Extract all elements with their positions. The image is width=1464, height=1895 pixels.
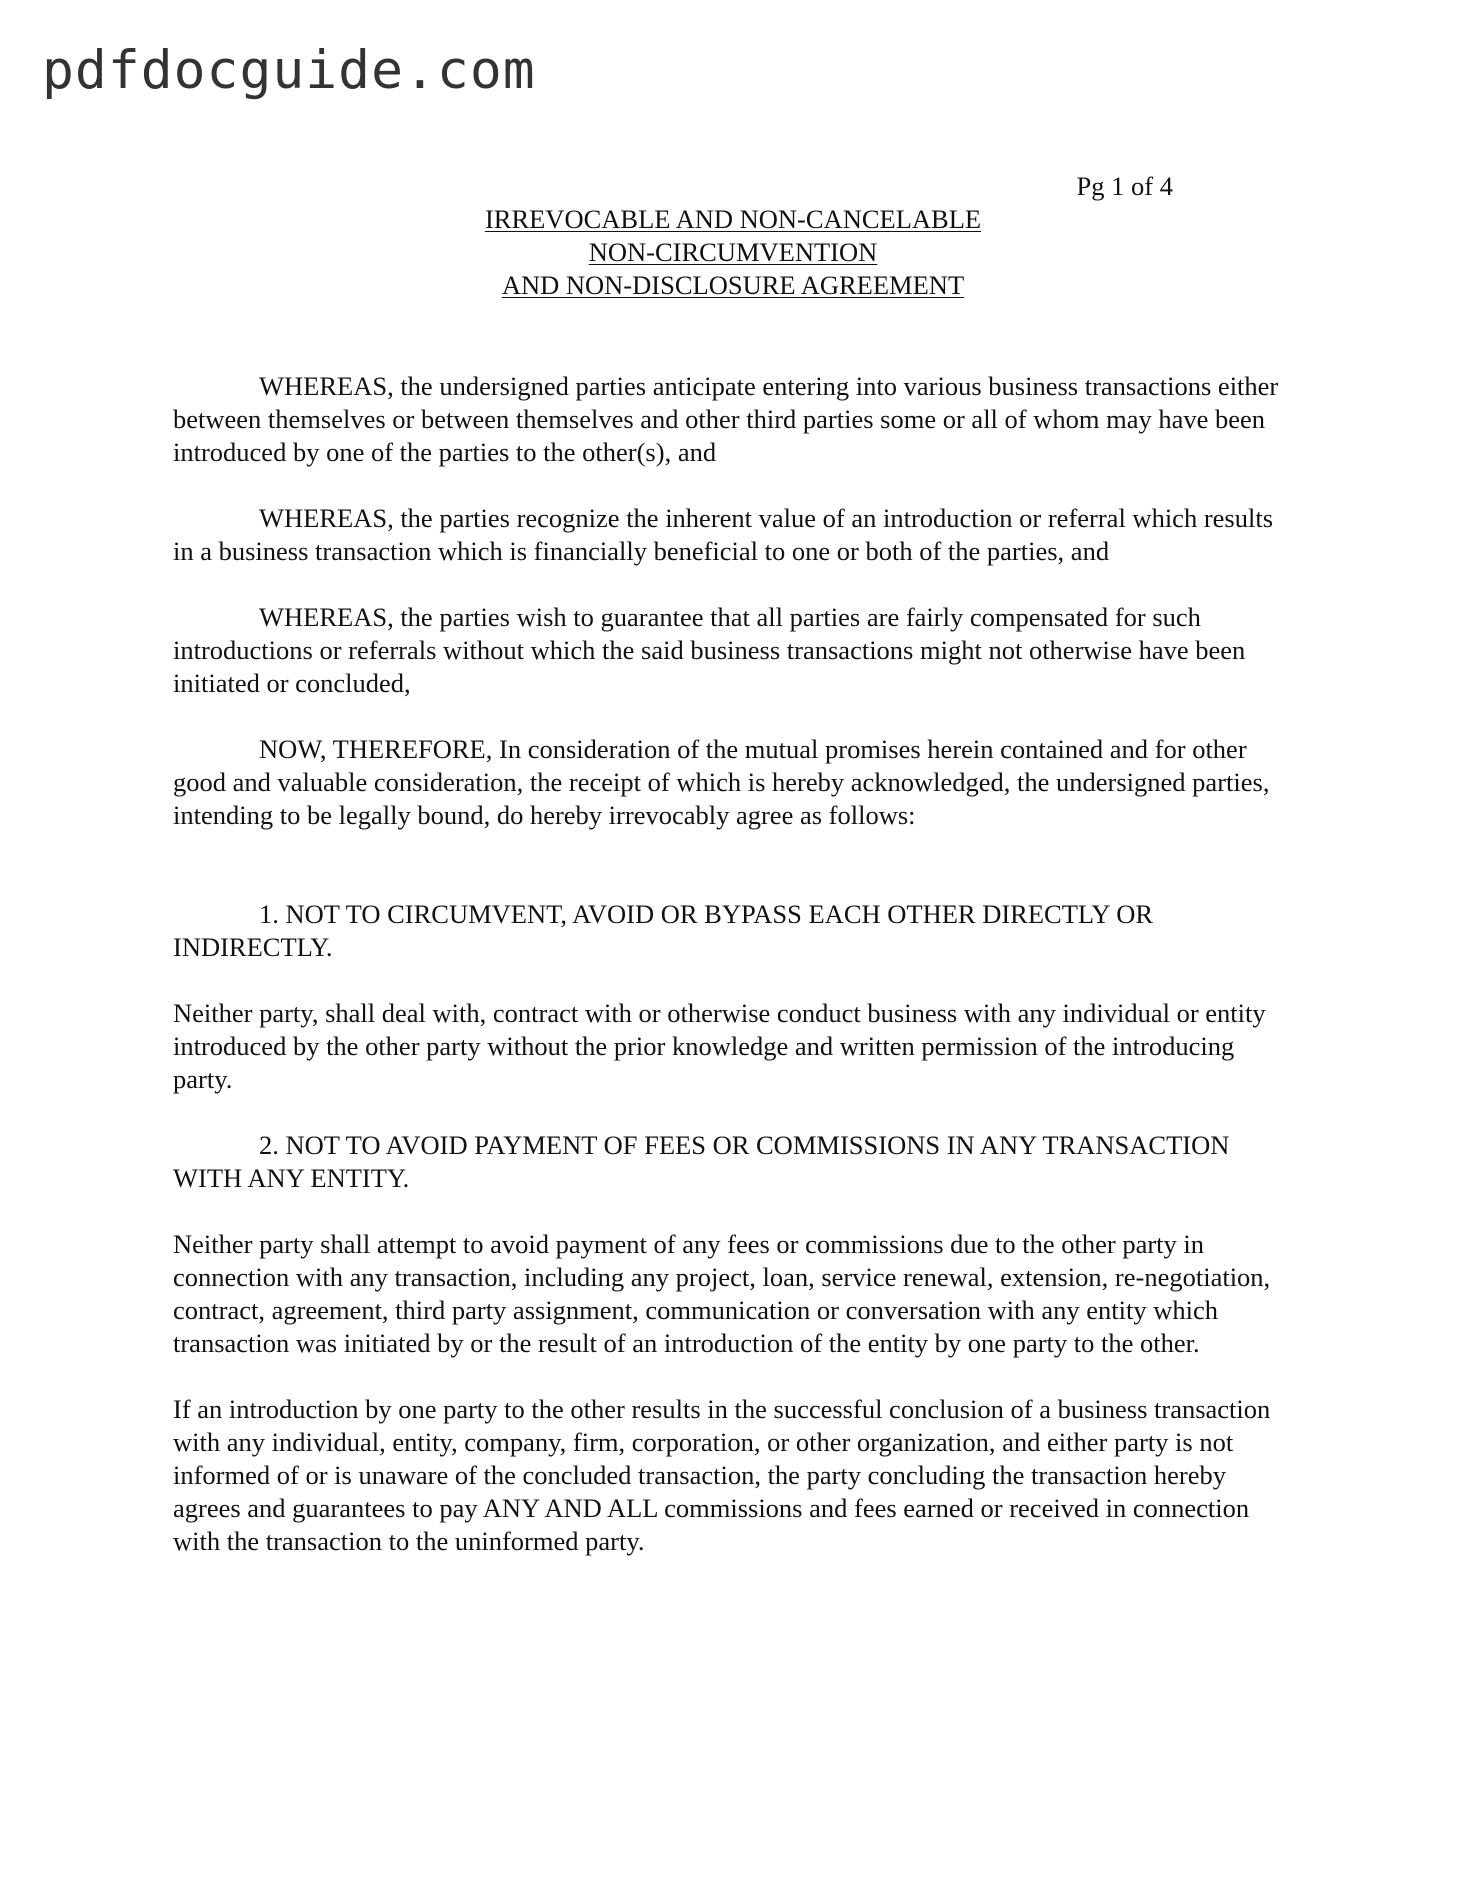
- section-1-body: Neither party, shall deal with, contract with or otherwise conduct business with any individual or entity introduced by the other party without the prior knowledge and written permission of the introducing party.: [173, 998, 1266, 1094]
- section-1-heading: 1. NOT TO CIRCUMVENT, AVOID OR BYPASS EACH OTHER DIRECTLY OR INDIRECTLY.: [173, 899, 1154, 962]
- section-2-body-2: If an introduction by one party to the other results in the successful conclusion of a business transaction with any individual, entity, company, firm, corporation, or other organization, and either party is not informed of or is unaware of the concluded transaction, the party concluding the transaction hereby agrees and guarantees to pay ANY AND ALL commissions and fees earned or received in connection with the transaction to the uninformed party.: [173, 1394, 1271, 1556]
- title-line-3: AND NON-DISCLOSURE AGREEMENT: [501, 270, 965, 300]
- document-title: [173, 203, 1293, 302]
- now-therefore-paragraph: NOW, THEREFORE, In consideration of the mutual promises herein contained and for other good and valuable consideration, the receipt of which is hereby acknowledged, the undersigned parties, intending to be legally bound, do hereby irrevocably agree as follows:: [173, 734, 1270, 830]
- whereas-paragraph-3: WHEREAS, the parties wish to guarantee that all parties are fairly compensated for such introductions or referrals without which the said business transactions might not otherwise have been initiated or concluded,: [173, 602, 1246, 698]
- section-2-heading: 2. NOT TO AVOID PAYMENT OF FEES OR COMMISSIONS IN ANY TRANSACTION WITH ANY ENTITY.: [173, 1130, 1230, 1193]
- title-line-2: NON-CIRCUMVENTION: [588, 237, 878, 267]
- whereas-paragraph-1: WHEREAS, the undersigned parties anticipate entering into various business transactions either between themselves or between themselves and other third parties some or all of whom may have been introduced by one of the parties to the other(s), and: [173, 371, 1279, 467]
- site-watermark: pdfdocguide.com: [42, 40, 536, 101]
- document-body: [173, 370, 1293, 1591]
- section-2-body-1: Neither party shall attempt to avoid payment of any fees or commissions due to the other party in connection with any transaction, including any project, loan, service renewal, extension, re-negotiation, contract, agreement, third party assignment, communication or conversation with any entity which transaction was initiated by or the result of an introduction of the entity by one party to the other.: [173, 1229, 1271, 1358]
- page-number: Pg 1 of 4: [1076, 171, 1173, 201]
- whereas-paragraph-2: WHEREAS, the parties recognize the inherent value of an introduction or referral which results in a business transaction which is financially beneficial to one or both of the parties, and: [173, 503, 1274, 566]
- title-line-1: IRREVOCABLE AND NON-CANCELABLE: [484, 204, 982, 234]
